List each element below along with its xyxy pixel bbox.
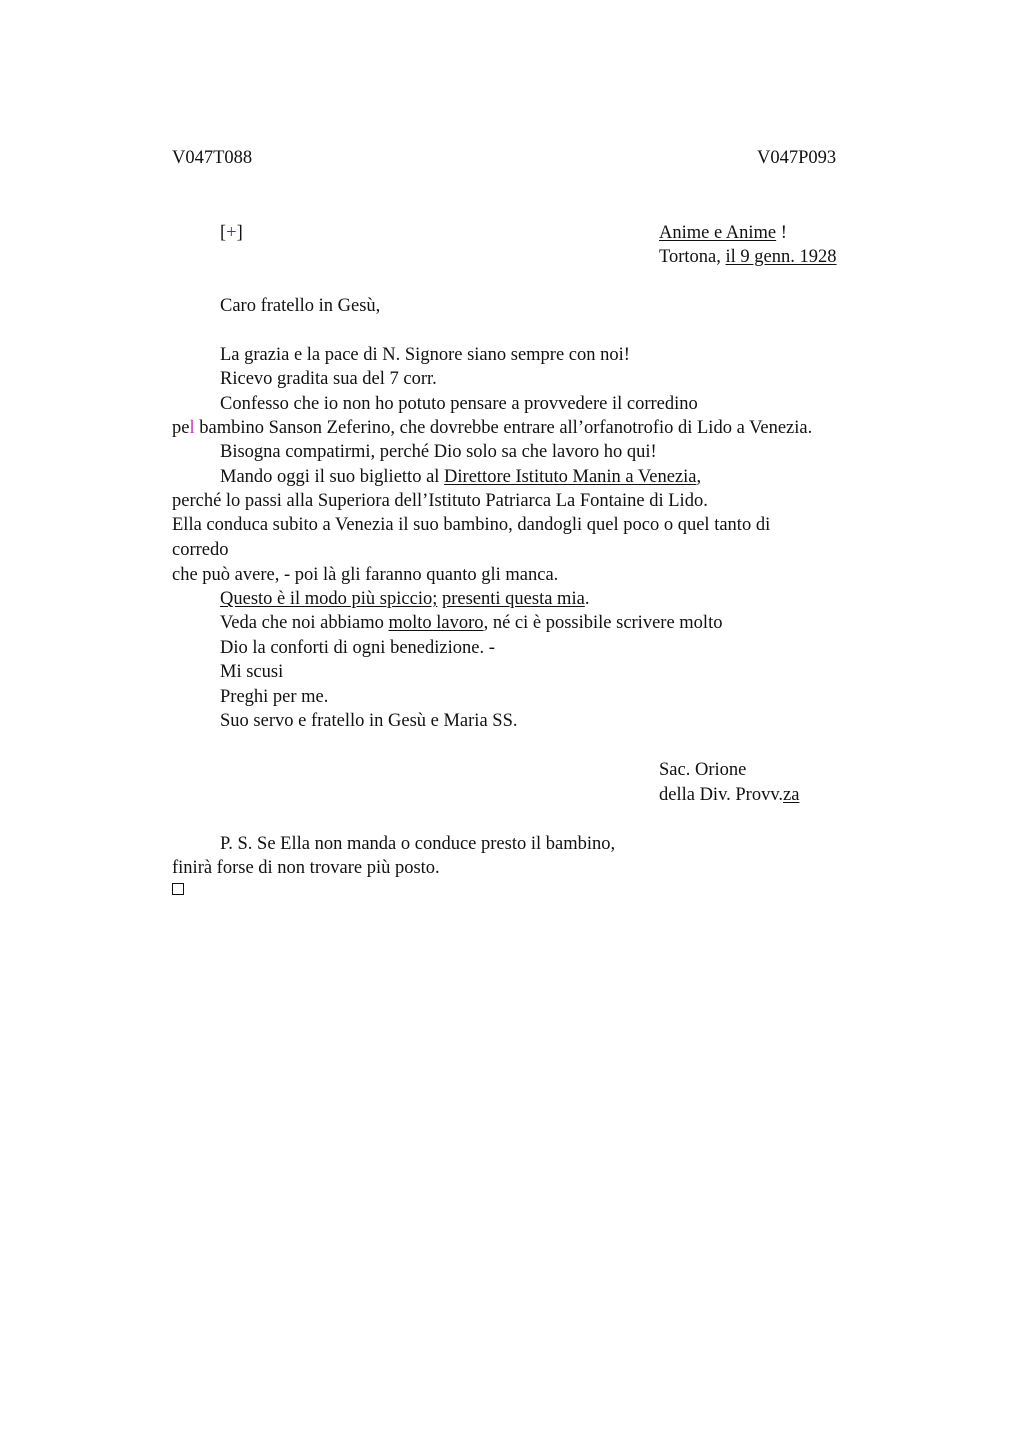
body-text: , né ci è possibile scrivere molto — [483, 613, 723, 633]
signature-title-abbrev: za — [783, 785, 800, 805]
body-line — [220, 612, 722, 634]
body-line: Ricevo gradita sua del 7 corr. — [220, 369, 437, 389]
body-line: corredo — [172, 540, 229, 560]
body-line: Mi scusi — [220, 662, 284, 682]
body-line: perché lo passi alla Superiora dell’Istituto Patriarca La Fontaine di Lido. — [172, 491, 708, 511]
body-line — [220, 588, 589, 610]
body-text-underlined: presenti questa mia — [441, 589, 585, 609]
motto-exclamation: ! — [776, 223, 787, 243]
dateline — [659, 246, 837, 268]
end-marker-icon — [172, 883, 184, 895]
cross-mark — [220, 222, 243, 244]
body-line — [172, 417, 812, 439]
body-text-highlight: l — [189, 418, 195, 438]
closing-line: Suo servo e fratello in Gesù e Maria SS. — [220, 711, 518, 731]
signature-title — [659, 784, 799, 806]
body-text: , — [696, 467, 702, 487]
salutation: Caro fratello in Gesù, — [220, 296, 381, 316]
body-text: Veda che noi abbiamo — [220, 613, 389, 633]
signature-title-text: della Div. Provv. — [659, 785, 783, 805]
body-line: Dio la conforti di ogni benedizione. - — [220, 638, 495, 658]
body-text-underlined: Questo è il modo più spiccio; — [220, 589, 438, 609]
motto-text: Anime e Anime — [659, 223, 777, 243]
body-line: Bisogna compatirmi, perché Dio solo sa che lavoro ho qui! — [220, 442, 657, 462]
body-text-underlined: Direttore Istituto Manin a Venezia — [444, 467, 697, 487]
cross-bracket-open: [ — [220, 223, 227, 243]
cross-bracket-close: ] — [236, 223, 243, 243]
body-line — [220, 466, 701, 488]
body-line: Ella conduca subito a Venezia il suo bambino, dandogli quel poco o quel tanto di — [172, 515, 771, 535]
document-code-left: V047T088 — [172, 148, 253, 168]
body-text: bambino Sanson Zeferino, che dovrebbe entrare all’orfanotrofio di Lido a Venezia. — [194, 418, 813, 438]
body-line: Preghi per me. — [220, 687, 329, 707]
body-line: Confesso che io non ho potuto pensare a provvedere il corredino — [220, 394, 698, 414]
body-text: pe — [172, 418, 190, 438]
postscript-line: P. S. Se Ella non manda o conduce presto il bambino, — [220, 834, 616, 854]
motto — [659, 222, 787, 244]
body-line: La grazia e la pace di N. Signore siano sempre con noi! — [220, 345, 630, 365]
document-code-right: V047P093 — [757, 148, 837, 168]
dateline-place: Tortona, — [659, 247, 726, 267]
body-text: Mando oggi il suo biglietto al — [220, 467, 445, 487]
body-line: che può avere, - poi là gli faranno quanto gli manca. — [172, 565, 559, 585]
postscript-line: finirà forse di non trovare più posto. — [172, 858, 440, 878]
body-text: . — [584, 589, 590, 609]
body-text-underlined: molto lavoro — [388, 613, 484, 633]
dateline-date: il 9 genn. 1928 — [725, 247, 837, 267]
signature-name: Sac. Orione — [659, 760, 747, 780]
cross-icon: + — [226, 223, 237, 243]
